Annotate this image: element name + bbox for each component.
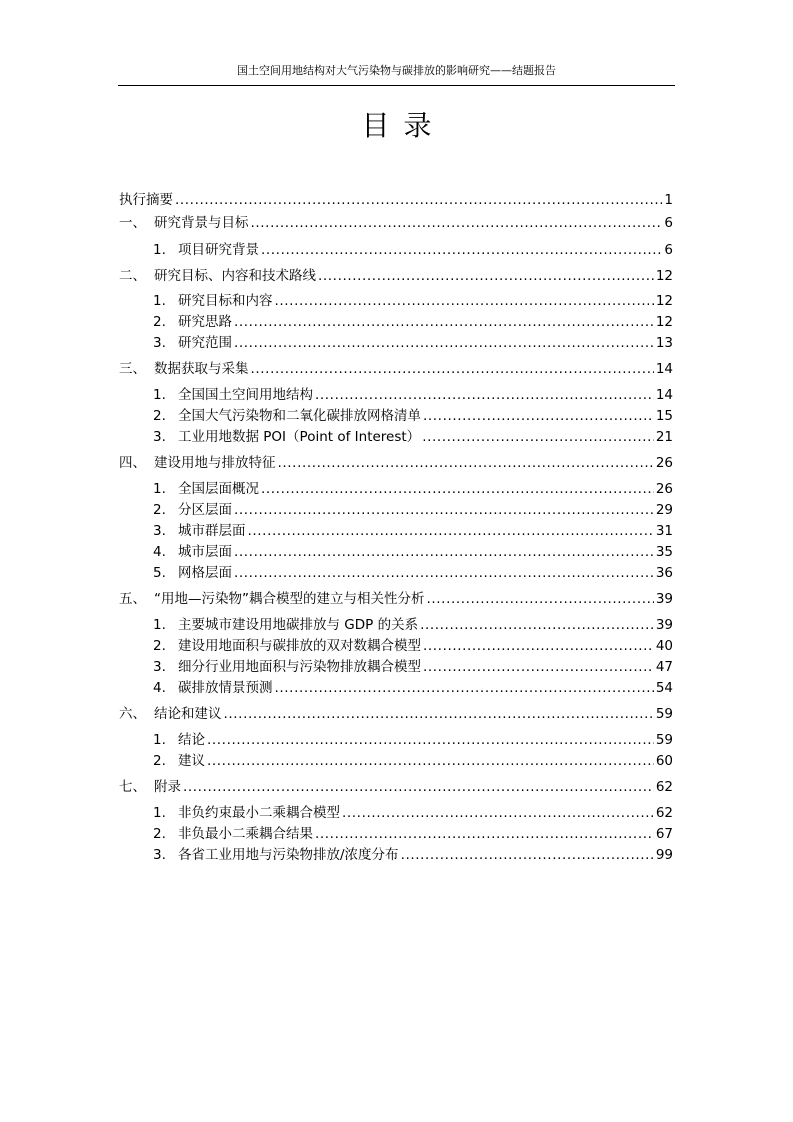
- toc-entry-label: 研究背景与目标: [154, 215, 249, 231]
- toc-dot-leader: [278, 453, 654, 473]
- toc-entry-label: 项目研究背景: [178, 242, 259, 258]
- toc-entry-label: 碳排放情景预测: [178, 680, 273, 696]
- toc-dot-leader: [234, 542, 654, 562]
- toc-entry-label: 分区层面: [178, 502, 232, 518]
- toc-entry-number: 2.: [153, 638, 166, 654]
- toc-entry-page-number: 99: [655, 847, 673, 863]
- toc-entry-page-number: 67: [655, 826, 673, 842]
- header-rule: [118, 85, 675, 86]
- toc-entry-label: 全国层面概况: [178, 481, 259, 497]
- toc-dot-leader: [261, 240, 662, 260]
- toc-entry-number: 六、: [119, 706, 146, 722]
- toc-subsection-entry[interactable]: [153, 427, 673, 447]
- toc-entry-label: 研究思路: [178, 314, 232, 330]
- toc-dot-leader: [224, 704, 654, 724]
- toc-dot-leader: [251, 213, 663, 233]
- toc-entry-page-number: 62: [655, 779, 673, 795]
- toc-entry-number: 4.: [153, 680, 166, 696]
- toc-dot-leader: [423, 406, 654, 426]
- toc-entry-number: 一、: [119, 215, 146, 231]
- toc-section-entry[interactable]: [119, 266, 673, 286]
- toc-subsection-entry[interactable]: [153, 385, 673, 405]
- toc-entry-label: 建设用地与排放特征: [154, 455, 276, 471]
- toc-dot-leader: [234, 312, 654, 332]
- toc-subsection-entry[interactable]: [153, 240, 673, 260]
- toc-entry-label: 建议: [178, 753, 205, 769]
- toc-entry-label: 数据获取与采集: [154, 361, 249, 377]
- toc-subsection-entry[interactable]: [153, 845, 673, 865]
- toc-dot-leader: [261, 479, 654, 499]
- toc-entry-number: 七、: [119, 779, 146, 795]
- toc-subsection-entry[interactable]: [153, 751, 673, 771]
- toc-entry-number: 1.: [153, 617, 166, 633]
- toc-dot-leader: [315, 385, 654, 405]
- toc-subsection-entry[interactable]: [153, 479, 673, 499]
- toc-entry-page-number: 1: [664, 192, 673, 208]
- toc-entry-label: “用地—污染物”耦合模型的建立与相关性分析: [154, 591, 425, 607]
- toc-entry-page-number: 62: [655, 805, 673, 821]
- toc-dot-leader: [422, 427, 654, 447]
- toc-entry-page-number: 54: [655, 680, 673, 696]
- toc-entry-page-number: 39: [655, 591, 673, 607]
- toc-entry-page-number: 40: [655, 638, 673, 654]
- toc-entry-label: 城市层面: [178, 544, 232, 560]
- toc-dot-leader: [207, 730, 654, 750]
- toc-entry-page-number: 14: [655, 387, 673, 403]
- toc-dot-leader: [207, 751, 654, 771]
- toc-entry-page-number: 59: [655, 732, 673, 748]
- toc-entry-page-number: 36: [655, 565, 673, 581]
- toc-subsection-entry[interactable]: [153, 542, 673, 562]
- toc-entry-label: 建设用地面积与碳排放的双对数耦合模型: [178, 638, 421, 654]
- toc-entry-number: 3.: [153, 847, 166, 863]
- toc-subsection-entry[interactable]: [153, 730, 673, 750]
- toc-entry-label: 全国国土空间用地结构: [178, 387, 313, 403]
- toc-subsection-entry[interactable]: [153, 803, 673, 823]
- toc-subsection-entry[interactable]: [153, 333, 673, 353]
- toc-subsection-entry[interactable]: [153, 312, 673, 332]
- toc-dot-leader: [275, 291, 654, 311]
- toc-subsection-entry[interactable]: [153, 406, 673, 426]
- toc-entry-label: 研究范围: [178, 335, 232, 351]
- toc-dot-leader: [423, 636, 654, 656]
- toc-entry-number: 三、: [119, 361, 146, 377]
- toc-subsection-entry[interactable]: [153, 291, 673, 311]
- toc-subsection-entry[interactable]: [153, 657, 673, 677]
- toc-entry-label: 非负约束最小二乘耦合模型: [178, 805, 340, 821]
- toc-entry-number: 3.: [153, 335, 166, 351]
- toc-section-entry[interactable]: [119, 589, 673, 609]
- toc-entry-number: 四、: [119, 455, 146, 471]
- toc-entry-number: 2.: [153, 753, 166, 769]
- toc-entry-label: 工业用地数据 POI（Point of Interest）: [178, 429, 421, 445]
- toc-entry-page-number: 29: [655, 502, 673, 518]
- toc-entry-number: 1.: [153, 805, 166, 821]
- toc-entry-page-number: 39: [655, 617, 673, 633]
- toc-entry-label: 全国大气污染物和二氧化碳排放网格清单: [178, 408, 421, 424]
- toc-dot-leader: [275, 678, 654, 698]
- toc-entry-label: 各省工业用地与污染物排放/浓度分布: [178, 847, 399, 863]
- toc-dot-leader: [318, 266, 654, 286]
- toc-dot-leader: [175, 190, 662, 210]
- toc-entry-number: 3.: [153, 523, 166, 539]
- toc-subsection-entry[interactable]: [153, 563, 673, 583]
- toc-entry-page-number: 26: [655, 455, 673, 471]
- toc-entry-page-number: 35: [655, 544, 673, 560]
- toc-entry-page-number: 13: [655, 335, 673, 351]
- toc-dot-leader: [234, 563, 654, 583]
- toc-entry-label: 结论: [178, 732, 205, 748]
- toc-entry-page-number: 14: [655, 361, 673, 377]
- toc-section-entry[interactable]: [119, 777, 673, 797]
- toc-entry-number: 1.: [153, 387, 166, 403]
- toc-dot-leader: [401, 845, 654, 865]
- toc-entry-page-number: 21: [655, 429, 673, 445]
- toc-dot-leader: [423, 657, 654, 677]
- toc-section-entry[interactable]: [119, 190, 673, 210]
- toc-dot-leader: [234, 333, 654, 353]
- toc-section-entry[interactable]: [119, 453, 673, 473]
- toc-entry-number: 2.: [153, 502, 166, 518]
- toc-entry-number: 4.: [153, 544, 166, 560]
- toc-entry-page-number: 6: [664, 242, 673, 258]
- toc-entry-label: 非负最小二乘耦合结果: [178, 826, 313, 842]
- toc-entry-label: 执行摘要: [119, 192, 173, 208]
- toc-entry-page-number: 60: [655, 753, 673, 769]
- toc-entry-page-number: 15: [655, 408, 673, 424]
- toc-subsection-entry[interactable]: [153, 636, 673, 656]
- toc-dot-leader: [427, 589, 654, 609]
- toc-entry-label: 主要城市建设用地碳排放与 GDP 的关系: [178, 617, 419, 633]
- toc-entry-label: 研究目标、内容和技术路线: [154, 268, 316, 284]
- toc-subsection-entry[interactable]: [153, 678, 673, 698]
- toc-entry-number: 2.: [153, 408, 166, 424]
- running-header: 国土空间用地结构对大气污染物与碳排放的影响研究——结题报告: [237, 64, 556, 77]
- toc-entry-label: 附录: [154, 779, 181, 795]
- toc-entry-page-number: 26: [655, 481, 673, 497]
- toc-entry-number: 1.: [153, 293, 166, 309]
- toc-dot-leader: [342, 803, 654, 823]
- toc-entry-number: 2.: [153, 826, 166, 842]
- toc-subsection-entry[interactable]: [153, 500, 673, 520]
- toc-dot-leader: [183, 777, 654, 797]
- toc-dot-leader: [420, 615, 654, 635]
- toc-entry-label: 城市群层面: [178, 523, 246, 539]
- toc-entry-number: 3.: [153, 429, 166, 445]
- toc-entry-number: 3.: [153, 659, 166, 675]
- toc-entry-number: 1.: [153, 481, 166, 497]
- toc-section-entry[interactable]: [119, 704, 673, 724]
- toc-entry-page-number: 31: [655, 523, 673, 539]
- toc-entry-number: 2.: [153, 314, 166, 330]
- toc-entry-number: 1.: [153, 732, 166, 748]
- toc-entry-number: 二、: [119, 268, 146, 284]
- toc-subsection-entry[interactable]: [153, 824, 673, 844]
- toc-entry-label: 细分行业用地面积与污染物排放耦合模型: [178, 659, 421, 675]
- toc-section-entry[interactable]: [119, 359, 673, 379]
- toc-entry-page-number: 47: [655, 659, 673, 675]
- toc-entry-page-number: 6: [664, 215, 673, 231]
- toc-subsection-entry[interactable]: [153, 521, 673, 541]
- toc-dot-leader: [248, 521, 654, 541]
- toc-entry-page-number: 12: [655, 293, 673, 309]
- toc-dot-leader: [315, 824, 654, 844]
- toc-section-entry[interactable]: [119, 213, 673, 233]
- toc-dot-leader: [234, 500, 654, 520]
- toc-entry-number: 1.: [153, 242, 166, 258]
- toc-entry-label: 网格层面: [178, 565, 232, 581]
- toc-title: 目录: [361, 109, 446, 142]
- toc-entry-number: 5.: [153, 565, 166, 581]
- toc-subsection-entry[interactable]: [153, 615, 673, 635]
- toc-entry-page-number: 59: [655, 706, 673, 722]
- toc-entry-label: 研究目标和内容: [178, 293, 273, 309]
- toc-entry-page-number: 12: [655, 268, 673, 284]
- toc-entry-label: 结论和建议: [154, 706, 222, 722]
- toc-entry-number: 五、: [119, 591, 146, 607]
- toc-entry-page-number: 12: [655, 314, 673, 330]
- toc-dot-leader: [251, 359, 654, 379]
